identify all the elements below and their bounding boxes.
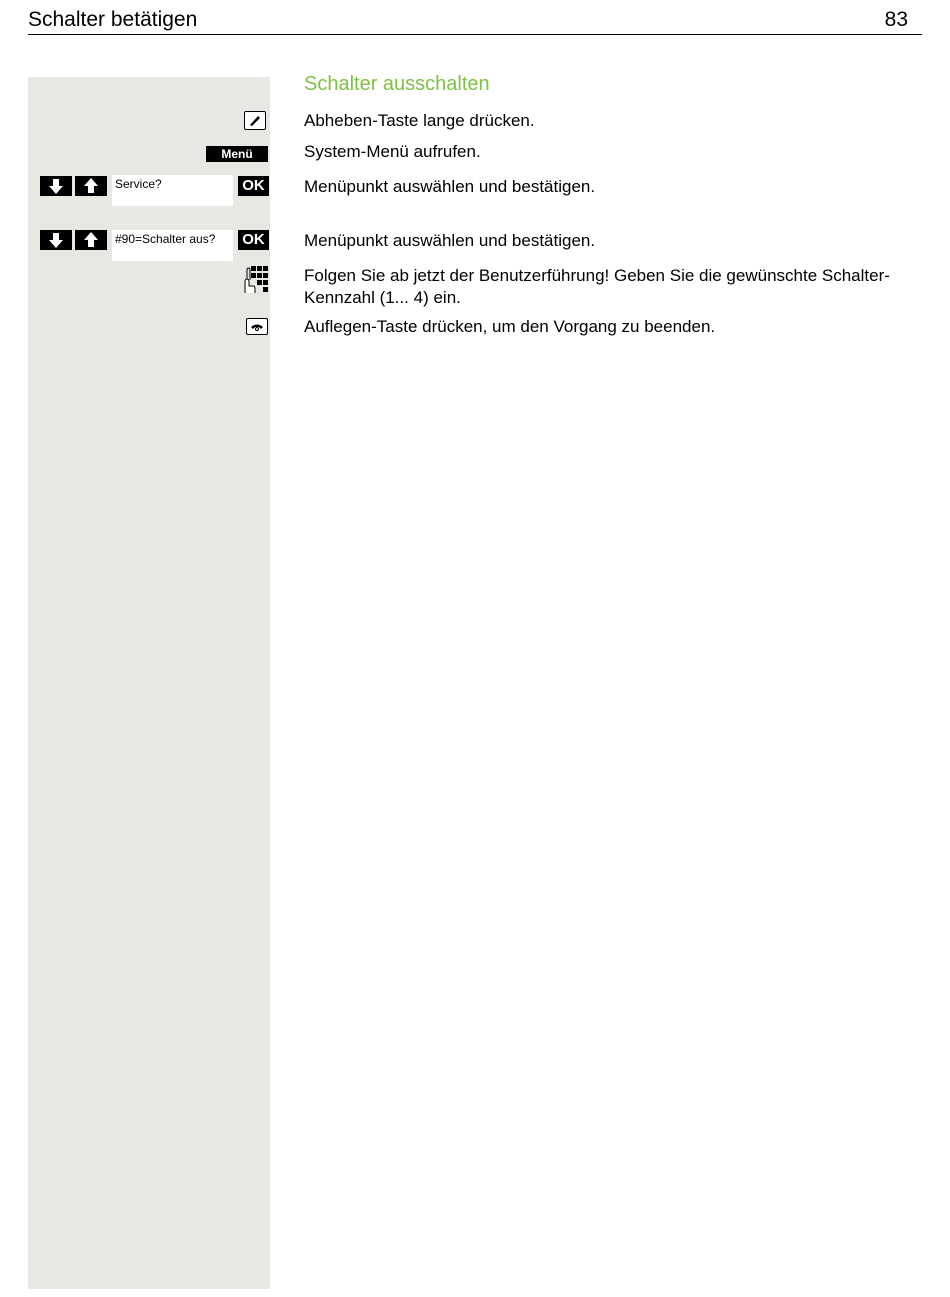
arrow-down-key-icon [40,230,72,250]
step-3-text: Menüpunkt auswählen und bestätigen. [304,177,596,196]
menu-key: Menü [206,146,268,162]
pickup-key-icon [244,111,266,130]
display-service: Service? [112,175,233,206]
keypad-icon [242,266,268,294]
header-divider [28,34,922,35]
step-2-text: System-Menü aufrufen. [304,142,481,161]
arrow-up-key-icon [75,230,107,250]
ok-key: OK [238,230,269,250]
step-1-text: Abheben-Taste lange drücken. [304,111,535,130]
page-number: 83 [884,8,908,31]
step-6-text: Auflegen-Taste drücken, um den Vorgang zu beenden. [304,317,716,336]
arrow-up-key-icon [75,176,107,196]
step-4-text: Menüpunkt auswählen und bestätigen. [304,231,596,250]
ok-key: OK [238,176,269,196]
display-schalter-aus: #90=Schalter aus? [112,230,233,261]
section-title: Schalter ausschalten [304,73,490,95]
page-header-title: Schalter betätigen [28,8,198,31]
arrow-down-key-icon [40,176,72,196]
step-5-text: Folgen Sie ab jetzt der Benutzerführung! Geben Sie die gewünschte Schalter-Kennzahl (1... 4) ein. [304,266,890,307]
hangup-key-icon [246,318,268,335]
